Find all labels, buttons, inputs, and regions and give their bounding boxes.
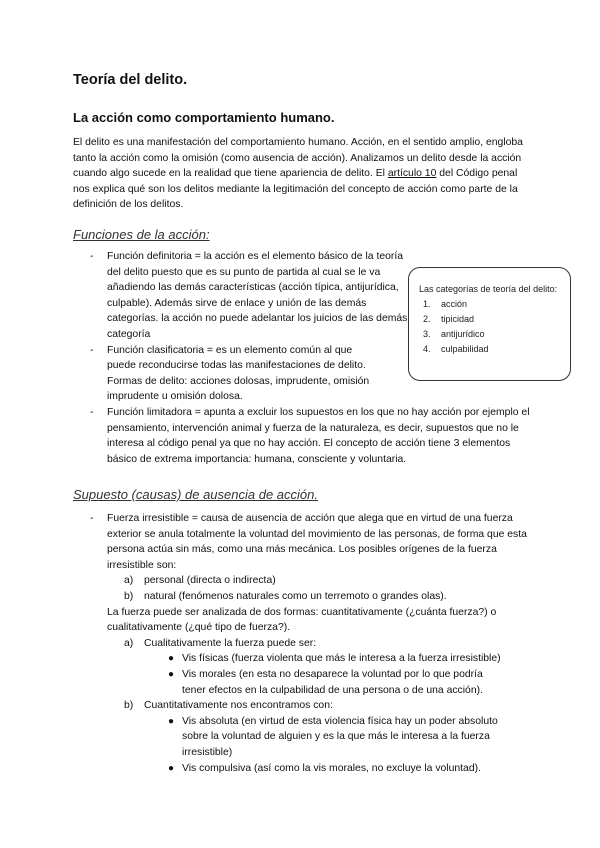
list-item xyxy=(164,714,516,761)
origin-item xyxy=(124,589,539,605)
list-item xyxy=(90,343,377,405)
categorias-list xyxy=(419,297,489,357)
list-item xyxy=(164,667,504,698)
point-text: Vis absoluta (en virtud de esta violencia física hay un poder absoluto sobre la voluntad de alguien y es la que más le interesa a la fuerza irresistible) xyxy=(182,715,498,758)
item-marker: a) xyxy=(124,637,134,649)
list-item xyxy=(419,327,489,342)
item-marker: a) xyxy=(124,575,134,587)
intro-text-start: El delito es una manifestación del comportamiento humano. Acción, en el sentido amplio, engloba tanto la acción como la omisión (como ausencia de acción). Analizamos un delito desde la acción cuando algo sucede en la realidad que tiene apariencia de delito. El xyxy=(73,137,523,180)
list-item xyxy=(90,511,539,776)
intro-paragraph xyxy=(73,135,535,213)
dash-bullet: - xyxy=(90,513,94,524)
item-marker: b) xyxy=(124,590,134,602)
supuesto-heading: Supuesto (causas) de ausencia de acción. xyxy=(73,487,318,502)
item-number: 3. xyxy=(423,329,431,339)
list-item xyxy=(164,651,504,667)
origins-list xyxy=(107,573,539,604)
document-title: Teoría del delito. xyxy=(73,72,188,88)
list-item xyxy=(90,405,535,467)
form-points xyxy=(164,651,504,698)
dash-bullet: - xyxy=(90,406,94,418)
form-points xyxy=(164,714,516,776)
dash-bullet: - xyxy=(90,344,94,356)
list-item xyxy=(164,761,516,777)
bullet-dot-icon: ● xyxy=(168,653,175,665)
list-item xyxy=(419,312,489,327)
item-marker: b) xyxy=(124,700,134,712)
item-label: acción xyxy=(441,299,468,309)
list-item xyxy=(419,297,489,312)
item-number: 1. xyxy=(423,299,431,309)
section-subtitle: La acción como comportamiento humano. xyxy=(73,110,335,125)
item-label: antijurídico xyxy=(441,329,485,339)
fuerza-irresistible-text: Fuerza irresistible = causa de ausencia de acción que alega que en virtud de una fuerza exterior se anula totalmente la voluntad del movimiento de las personas, de forma que esta persona actúa sin más, como una más mecánica. Los posibles orígenes de la fuerza irresistible son: xyxy=(107,513,527,571)
analysis-text: La fuerza puede ser analizada de dos formas: cuantitativamente (¿cuánta fuerza?) o cualitativamente (¿qué tipo de fuerza?). xyxy=(107,606,497,634)
form-text: Cualitativamente la fuerza puede ser: xyxy=(144,637,317,649)
forms-list xyxy=(107,636,539,776)
point-text: Vis morales (en esta no desaparece la voluntad por lo que podría tener efectos en la culpabilidad de una persona o de una acción). xyxy=(182,668,483,696)
bullet-dot-icon: ● xyxy=(168,668,175,680)
supuesto-list xyxy=(90,511,539,776)
bullet-dot-icon: ● xyxy=(168,715,175,727)
item-label: tipicidad xyxy=(441,314,475,324)
list-item xyxy=(419,342,489,357)
point-text: Vis físicas (fuerza violenta que más le interesa a la fuerza irresistible) xyxy=(182,653,501,665)
origin-item xyxy=(124,573,539,589)
funciones-heading: Funciones de la acción: xyxy=(73,227,210,242)
form-item xyxy=(124,636,539,652)
categorias-box-title: Las categorías de teoría del delito: xyxy=(419,284,558,294)
article-link[interactable]: artículo 10 xyxy=(387,168,437,180)
origin-text: personal (directa o indirecta) xyxy=(144,575,276,587)
funcion-limitadora: Función limitadora = apunta a excluir los supuestos en los que no hay acción por ejemplo el pensamiento, intervención animal y fuerza de la naturaleza, es decir, supuestos que no le interesa al código penal ya que no hay acción. El concepto de acción tiene 3 elementos básico de extrema importancia: humana, consciente y voluntaria. xyxy=(107,406,530,465)
categorias-box xyxy=(408,267,571,381)
dash-bullet: - xyxy=(90,251,94,262)
item-label: culpabilidad xyxy=(441,344,489,354)
bullet-dot-icon: ● xyxy=(168,762,175,774)
point-text: Vis compulsiva (así como la vis morales, no excluye la voluntad). xyxy=(182,762,481,774)
origin-text: natural (fenómenos naturales como un terremoto o grandes olas). xyxy=(144,590,447,602)
item-number: 4. xyxy=(423,344,431,354)
form-item xyxy=(124,698,539,714)
intro-text-end: del Código penal nos explica qué son los delitos mediante la legitimación del concepto de acción como parte de la definición de los delitos. xyxy=(73,168,518,211)
funcion-clasificatoria: Función clasificatoria = es un elemento común al que puede reconducirse todas las manifestaciones de delito. Formas de delito: acciones dolosas, imprudente, omisión imprudente u omisión dolosa. xyxy=(107,344,370,403)
item-number: 2. xyxy=(423,314,431,324)
funcion-definitoria: Función definitoria = la acción es el elemento básico de la teoría del delito puesto que es su punto de partida al cual se le va añadiendo las demás características (acción típica, antijurídica, culpable). Además sirve de enlace y unión de las demás categorías. la acción no puede adelantar los juicios de las demás categoría xyxy=(107,251,408,340)
list-item xyxy=(90,249,415,343)
form-text: Cuantitativamente nos encontramos con: xyxy=(144,700,333,712)
